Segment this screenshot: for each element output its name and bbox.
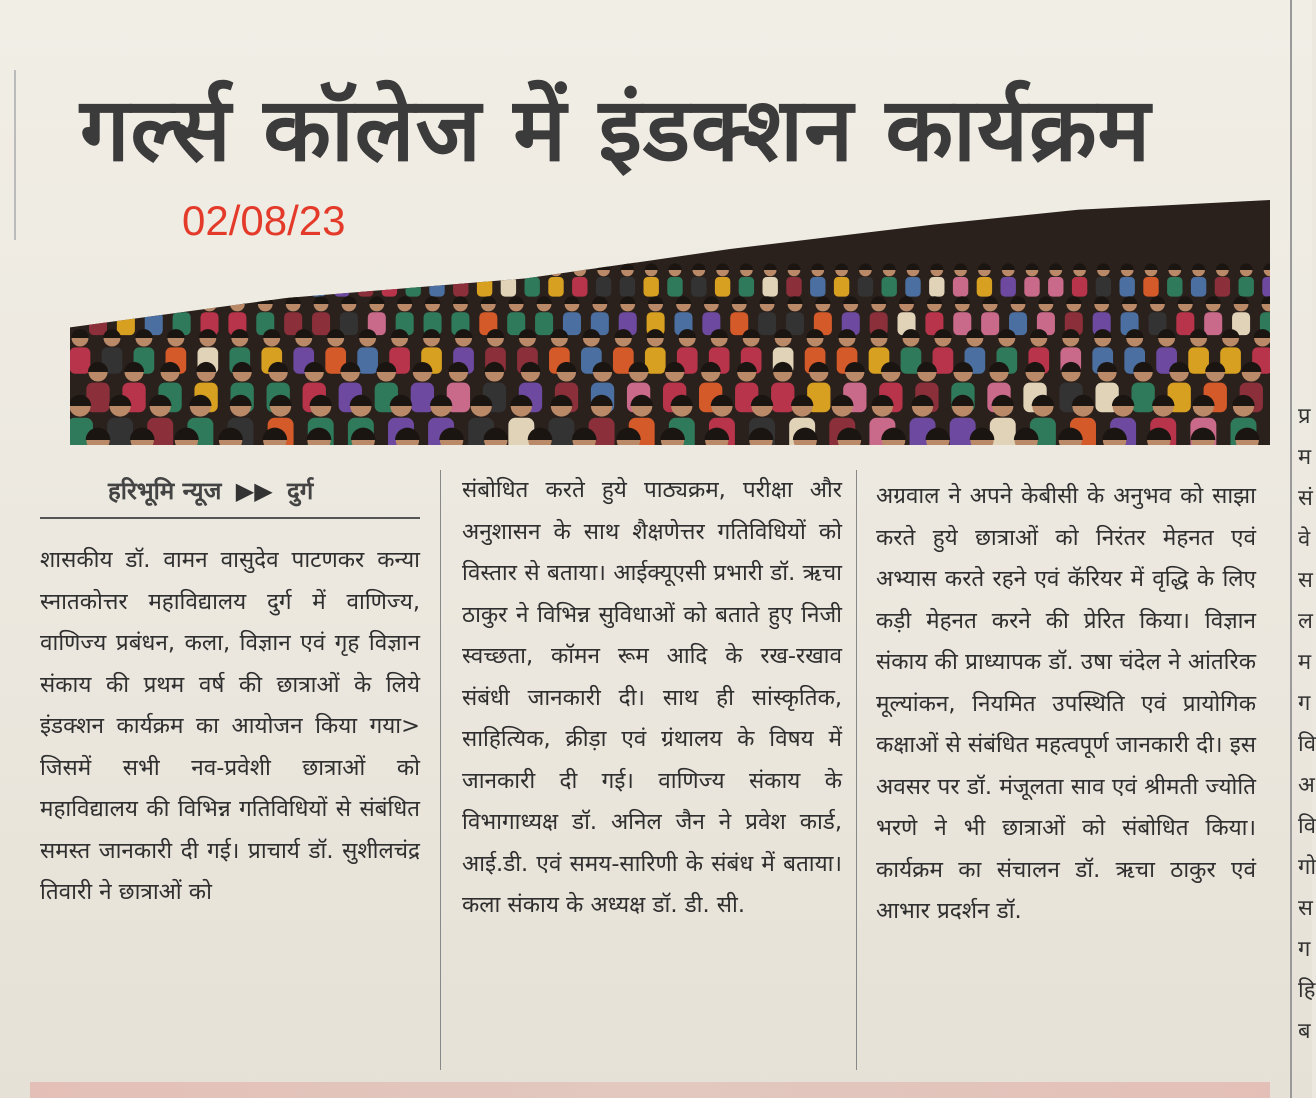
byline-separator-icon: ▶▶ <box>235 477 273 505</box>
article-column-1 <box>40 540 420 914</box>
byline-city: दुर्ग <box>287 477 314 505</box>
edge-fragment: म <box>1298 445 1312 470</box>
edge-fragment: ग <box>1298 937 1311 962</box>
edge-fragment: ब <box>1298 1019 1311 1044</box>
edge-fragment: अ <box>1298 773 1315 798</box>
edge-fragment: स <box>1298 896 1313 921</box>
column-1-text: शासकीय डॉ. वामन वासुदेव पाटणकर कन्या स्नातकोत्तर महाविद्यालय दुर्ग में वाणिज्य, वाणिज्य प्रबंधन, कला, विज्ञान एवं गृह विज्ञान संकाय की प्रथम वर्ष की छात्राओं के लिये इंडक्शन कार्यक्रम का आयोजन किया गया> जिसमें सभी नव-प्रवेशी छात्राओं को महाविद्यालय की विभिन्न गतिविधियों से संबंधित समस्त जानकारी दी गई। प्राचार्य डॉ. सुशीलचंद्र तिवारी ने छात्राओं को <box>40 547 420 905</box>
edge-fragment: सं <box>1298 486 1313 511</box>
adjacent-article-edge-left <box>0 70 16 240</box>
edge-fragment: ल <box>1298 609 1313 634</box>
edge-fragment: हि <box>1298 978 1316 1003</box>
column-2-text: संबोधित करते हुये पाठ्यक्रम, परीक्षा और अनुशासन के साथ शैक्षणेत्तर गतिविधियों को विस्तार से बताया। आईक्यूएसी प्रभारी डॉ. ऋचा ठाकुर ने विभिन्न सुविधाओं को बताते हुए निजी स्वच्छता, कॉमन रूम आदि के रख-रखाव संबंधी जानकारी दी। साथ ही सांस्कृतिक, साहित्यिक, क्रीड़ा एवं ग्रंथालय के विषय में जानकारी दी गई। वाणिज्य संकाय के विभागाध्यक्ष डॉ. अनिल जैन ने प्रवेश कार्ड, आई.डी. एवं समय-सारिणी के संबंध में बताया। कला संकाय के अध्यक्ष डॉ. डी. सी. <box>462 477 842 918</box>
edge-fragment: वि <box>1298 732 1316 757</box>
column-divider <box>440 470 441 1070</box>
edge-fragment: गो <box>1298 855 1316 880</box>
edge-fragment: वे <box>1298 527 1311 552</box>
edge-fragment: म <box>1298 650 1312 675</box>
column-3-text: अग्रवाल ने अपने केबीसी के अनुभव को साझा करते हुये छात्राओं को निरंतर मेहनत एवं अभ्यास करते रहने एवं कॅरियर में वृद्धि के लिए कड़ी मेहनत करने की प्रेरित किया। विज्ञान संकाय की प्राध्यापक डॉ. उषा चंदेल ने आंतरिक मूल्यांकन, नियमित उपस्थिति एवं प्रायोगिक कक्षाओं से संबंधित महत्वपूर्ण जानकारी दी। इस अवसर पर डॉ. मंजूलता साव एवं श्रीमती ज्योति भरणे ने भी छात्राओं को संबोधित किया। कार्यक्रम का संचालन डॉ. ऋचा ठाकुर एवं आभार प्रदर्शन डॉ. <box>876 483 1256 924</box>
edge-fragment: ग <box>1298 691 1311 716</box>
article-column-3 <box>876 476 1256 933</box>
next-article-bleed <box>30 1082 1270 1098</box>
headline: गर्ल्स कॉलेज में इंडक्शन कार्यक्रम <box>80 78 1152 181</box>
byline-source: हरिभूमि न्यूज <box>108 477 222 505</box>
edge-fragment: स <box>1298 568 1313 593</box>
edge-fragment: वि <box>1298 814 1316 839</box>
date-stamp: 02/08/23 <box>182 197 346 244</box>
edge-fragment: प्र <box>1298 404 1311 429</box>
adjacent-article-edge-right <box>1290 0 1314 1098</box>
column-divider <box>856 470 857 1070</box>
byline <box>108 474 418 507</box>
article-column-2 <box>462 470 842 927</box>
byline-rule <box>40 517 420 519</box>
